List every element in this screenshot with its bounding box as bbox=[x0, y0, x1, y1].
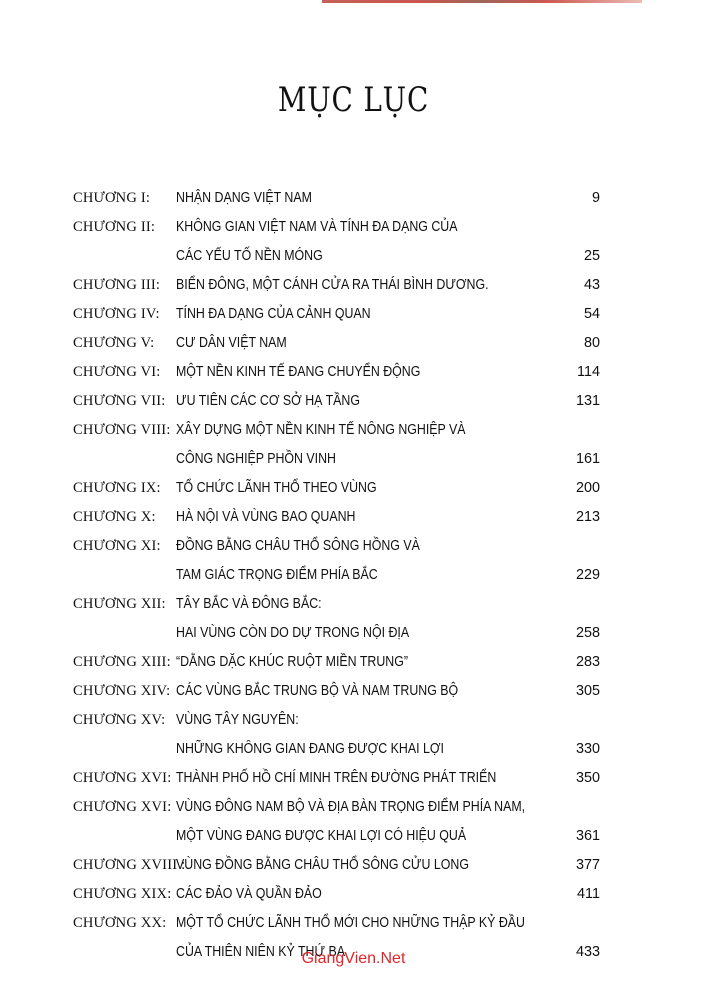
toc-line bbox=[73, 909, 600, 938]
toc-line bbox=[73, 706, 600, 735]
chapter-title: VÙNG ĐỒNG BẰNG CHÂU THỔ SÔNG CỬU LONG bbox=[176, 857, 469, 873]
chapter-title: “DẰNG DẶC KHÚC RUỘT MIỀN TRUNG” bbox=[176, 654, 408, 670]
toc-entry bbox=[73, 503, 600, 532]
page-number: 161 bbox=[575, 451, 600, 467]
chapter-title: TÍNH ĐA DẠNG CỦA CẢNH QUAN bbox=[176, 306, 371, 322]
chapter-title: CÁC ĐẢO VÀ QUẦN ĐẢO bbox=[176, 886, 322, 902]
toc-line bbox=[73, 445, 600, 474]
page-number: 411 bbox=[577, 886, 600, 902]
chapter-title: HÀ NỘI VÀ VÙNG BAO QUANH bbox=[176, 509, 356, 525]
toc-line bbox=[73, 474, 600, 503]
chapter-label: CHƯƠNG II: bbox=[73, 219, 156, 235]
chapter-title: BIỂN ĐÔNG, MỘT CÁNH CỬA RA THÁI BÌNH DƯƠNG. bbox=[176, 277, 489, 293]
toc-line bbox=[73, 880, 600, 909]
chapter-label: CHƯƠNG XX: bbox=[73, 915, 167, 931]
chapter-title: XÂY DỰNG MỘT NỀN KINH TẾ NÔNG NGHIỆP VÀ bbox=[176, 422, 466, 438]
toc-entry bbox=[73, 271, 600, 300]
toc-entry bbox=[73, 474, 600, 503]
page-number: 213 bbox=[575, 509, 600, 525]
page-number: 229 bbox=[575, 567, 600, 583]
chapter-label: CHƯƠNG XIX: bbox=[73, 886, 172, 902]
page-number: 43 bbox=[583, 277, 600, 293]
chapter-title: MỘT VÙNG ĐANG ĐƯỢC KHAI LỢI CÓ HIỆU QUẢ bbox=[176, 828, 467, 844]
toc-entry bbox=[73, 764, 600, 793]
chapter-title: CƯ DÂN VIỆT NAM bbox=[176, 335, 287, 351]
chapter-title: HAI VÙNG CÒN DO DỰ TRONG NỘI ĐỊA bbox=[176, 625, 410, 641]
toc-entry bbox=[73, 329, 600, 358]
toc-entry bbox=[73, 880, 600, 909]
page-number: 200 bbox=[575, 480, 600, 496]
toc-entry bbox=[73, 648, 600, 677]
chapter-title: ĐỒNG BẰNG CHÂU THỔ SÔNG HỒNG VÀ bbox=[176, 538, 420, 554]
chapter-label: CHƯƠNG XII: bbox=[73, 596, 166, 612]
chapter-title: ƯU TIÊN CÁC CƠ SỞ HẠ TẦNG bbox=[176, 393, 360, 409]
chapter-title: CỦA THIÊN NIÊN KỶ THỨ BA bbox=[176, 944, 345, 960]
toc-line bbox=[73, 851, 600, 880]
chapter-label: CHƯƠNG X: bbox=[73, 509, 156, 525]
toc-line bbox=[73, 416, 600, 445]
page-title: MỤC LỤC bbox=[277, 80, 430, 120]
chapter-label: CHƯƠNG XVI: bbox=[73, 770, 172, 786]
page-number: 377 bbox=[575, 857, 600, 873]
toc-line bbox=[73, 561, 600, 590]
toc-line bbox=[73, 271, 600, 300]
chapter-title: VÙNG TÂY NGUYÊN: bbox=[176, 712, 299, 728]
toc-line bbox=[73, 590, 600, 619]
toc-line bbox=[73, 329, 600, 358]
cover-edge-strip bbox=[322, 0, 642, 3]
chapter-label: CHƯƠNG VI: bbox=[73, 364, 161, 380]
chapter-title: VÙNG ĐÔNG NAM BỘ VÀ ĐỊA BÀN TRỌNG ĐIỂM PHÍA NAM, bbox=[176, 799, 526, 815]
toc-line bbox=[73, 735, 600, 764]
toc-entry bbox=[73, 358, 600, 387]
chapter-label: CHƯƠNG XI: bbox=[73, 538, 161, 554]
page-number: 433 bbox=[575, 944, 600, 960]
toc-line bbox=[73, 822, 600, 851]
page-number: 330 bbox=[575, 741, 600, 757]
chapter-label: CHƯƠNG III: bbox=[73, 277, 161, 293]
chapter-label: CHƯƠNG XIII: bbox=[73, 654, 171, 670]
chapter-title: CÁC YẾU TỐ NỀN MÓNG bbox=[176, 248, 323, 264]
toc-entry bbox=[73, 300, 600, 329]
watermark: GiangVien.Net bbox=[301, 950, 406, 967]
toc-line bbox=[73, 387, 600, 416]
toc-entry bbox=[73, 851, 600, 880]
chapter-label: CHƯƠNG IV: bbox=[73, 306, 160, 322]
page-number: 350 bbox=[575, 770, 600, 786]
chapter-title: TAM GIÁC TRỌNG ĐIỂM PHÍA BẮC bbox=[176, 567, 378, 583]
page-number: 25 bbox=[583, 248, 600, 264]
toc-line bbox=[73, 532, 600, 561]
toc-line bbox=[73, 358, 600, 387]
toc-line bbox=[73, 793, 600, 822]
toc-entry bbox=[73, 213, 600, 271]
chapter-title: CÁC VÙNG BẮC TRUNG BỘ VÀ NAM TRUNG BỘ bbox=[176, 683, 459, 699]
toc-entry bbox=[73, 793, 600, 851]
page-number: 283 bbox=[575, 654, 600, 670]
toc-entry bbox=[73, 706, 600, 764]
toc-entry bbox=[73, 532, 600, 590]
chapter-title: MỘT TỔ CHỨC LÃNH THỔ MỚI CHO NHỮNG THẬP KỶ ĐẦU bbox=[176, 915, 525, 931]
chapter-label: CHƯƠNG V: bbox=[73, 335, 155, 351]
toc-entry bbox=[73, 387, 600, 416]
chapter-label: CHƯƠNG I: bbox=[73, 190, 151, 206]
chapter-label: CHƯƠNG XVI: bbox=[73, 799, 172, 815]
chapter-title: TÂY BẮC VÀ ĐÔNG BẮC: bbox=[176, 596, 322, 612]
chapter-title: THÀNH PHỐ HỒ CHÍ MINH TRÊN ĐƯỜNG PHÁT TRIỂN bbox=[176, 770, 497, 786]
toc-line bbox=[73, 242, 600, 271]
page-number: 80 bbox=[583, 335, 600, 351]
chapter-label: CHƯƠNG XVIII : bbox=[73, 857, 186, 873]
chapter-label: CHƯƠNG VIII: bbox=[73, 422, 171, 438]
page-number: 305 bbox=[575, 683, 600, 699]
chapter-title: NHỮNG KHÔNG GIAN ĐANG ĐƯỢC KHAI LỢI bbox=[176, 741, 444, 757]
chapter-title: CÔNG NGHIỆP PHỒN VINH bbox=[176, 451, 337, 467]
toc-entry bbox=[73, 677, 600, 706]
chapter-label: CHƯƠNG XIV: bbox=[73, 683, 171, 699]
toc-line bbox=[73, 184, 600, 213]
toc-entry bbox=[73, 184, 600, 213]
chapter-title: TỔ CHỨC LÃNH THỔ THEO VÙNG bbox=[176, 480, 377, 496]
toc-line bbox=[73, 619, 600, 648]
page-number: 361 bbox=[575, 828, 600, 844]
toc-line bbox=[73, 300, 600, 329]
page-number: 114 bbox=[577, 364, 600, 380]
chapter-title: MỘT NỀN KINH TẾ ĐANG CHUYỂN ĐỘNG bbox=[176, 364, 421, 380]
page-number: 258 bbox=[575, 625, 600, 641]
chapter-title: NHẬN DẠNG VIỆT NAM bbox=[176, 190, 312, 206]
chapter-title: KHÔNG GIAN VIỆT NAM VÀ TÍNH ĐA DẠNG CỦA bbox=[176, 219, 458, 235]
page-number: 9 bbox=[591, 190, 600, 206]
page-number: 54 bbox=[583, 306, 600, 322]
toc-line bbox=[73, 648, 600, 677]
toc-line bbox=[73, 213, 600, 242]
chapter-label: CHƯƠNG IX: bbox=[73, 480, 161, 496]
chapter-label: CHƯƠNG VII: bbox=[73, 393, 166, 409]
toc-line bbox=[73, 764, 600, 793]
toc-line bbox=[73, 677, 600, 706]
toc-entry bbox=[73, 416, 600, 474]
toc-line bbox=[73, 503, 600, 532]
chapter-label: CHƯƠNG XV: bbox=[73, 712, 166, 728]
table-of-contents bbox=[73, 184, 600, 967]
page-number: 131 bbox=[575, 393, 600, 409]
toc-entry bbox=[73, 590, 600, 648]
